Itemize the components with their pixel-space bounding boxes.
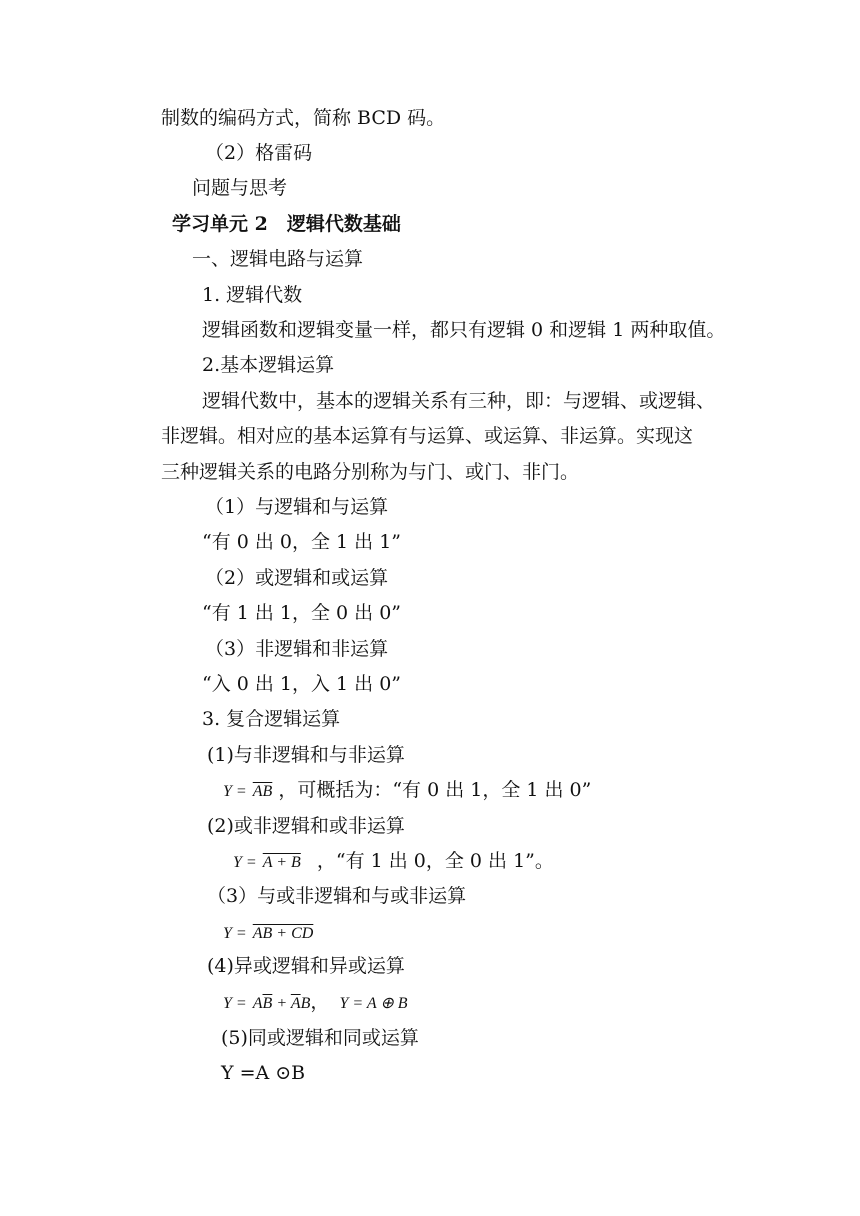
formula-expression: $\overline{AB}$ xyxy=(252,783,273,800)
subsection-heading: (4)异或逻辑和异或运算 xyxy=(207,955,405,977)
text-line: 非逻辑。相对应的基本运算有与运算、或运算、非运算。实现这 xyxy=(161,425,694,447)
formula-separator: ， xyxy=(310,991,330,1013)
formula-operator: + xyxy=(272,995,291,1012)
text-line: 逻辑函数和逻辑变量一样，都只有逻辑 0 和逻辑 1 两种取值。 xyxy=(202,319,726,341)
subsection-heading: 3. 复合逻辑运算 xyxy=(202,708,341,730)
formula-lhs: Y = xyxy=(223,783,247,800)
subsection-heading: （3）非逻辑和非运算 xyxy=(205,638,389,660)
formula-xor: Y = A ⊕ B xyxy=(339,995,408,1012)
subsection-heading: 1. 逻辑代数 xyxy=(202,284,303,306)
text-line: 制数的编码方式，简称 BCD 码。 xyxy=(161,107,446,129)
formula-line xyxy=(223,920,313,946)
formula-var-negated: $\overline{B}$ xyxy=(262,995,273,1012)
formula-lhs: Y = xyxy=(233,854,257,871)
subsection-heading: (5)同或逻辑和同或运算 xyxy=(221,1027,419,1049)
section-heading: 一、逻辑电路与运算 xyxy=(192,248,364,270)
formula-var: A xyxy=(252,995,263,1012)
subsection-heading: （3）与或非逻辑和与或非运算 xyxy=(207,885,467,907)
text-line: “有 0 出 0，全 1 出 1” xyxy=(202,531,402,553)
formula-note: ，“有 1 出 0，全 0 出 1”。 xyxy=(316,850,554,872)
subsection-heading: （2）或逻辑和或运算 xyxy=(205,567,389,589)
formula-lhs: Y = xyxy=(223,925,247,942)
subsection-heading: （1）与逻辑和与运算 xyxy=(205,496,389,518)
formula-note: ，可概括为：“有 0 出 1，全 1 出 0” xyxy=(278,779,592,801)
formula-expression: A + B xyxy=(262,854,301,871)
text-line: 问题与思考 xyxy=(192,177,288,199)
formula-line xyxy=(223,778,591,804)
subsection-heading: (1)与非逻辑和与非运算 xyxy=(207,744,405,766)
text-line: 逻辑代数中，基本的逻辑关系有三种，即：与逻辑、或逻辑、 xyxy=(202,390,716,412)
formula-var: B xyxy=(300,995,311,1012)
text-line: “入 0 出 1，入 1 出 0” xyxy=(202,673,402,695)
formula-line xyxy=(223,990,408,1016)
text-line: “有 1 出 1，全 0 出 0” xyxy=(202,602,402,624)
unit-heading: 学习单元 2 逻辑代数基础 xyxy=(172,213,401,235)
formula-line xyxy=(233,849,554,875)
subsection-heading: 2.基本逻辑运算 xyxy=(202,354,335,376)
formula-expression: AB + CD xyxy=(252,925,314,942)
text-line: 三种逻辑关系的电路分别称为与门、或门、非门。 xyxy=(161,461,580,483)
subsection-heading: （2）格雷码 xyxy=(205,142,313,164)
formula-var-negated: $\overline{A}$ xyxy=(290,995,301,1012)
formula-xnor: Y =A ⊙B xyxy=(221,1062,306,1084)
formula-lhs: Y = xyxy=(223,995,247,1012)
subsection-heading: (2)或非逻辑和或非运算 xyxy=(207,815,405,837)
